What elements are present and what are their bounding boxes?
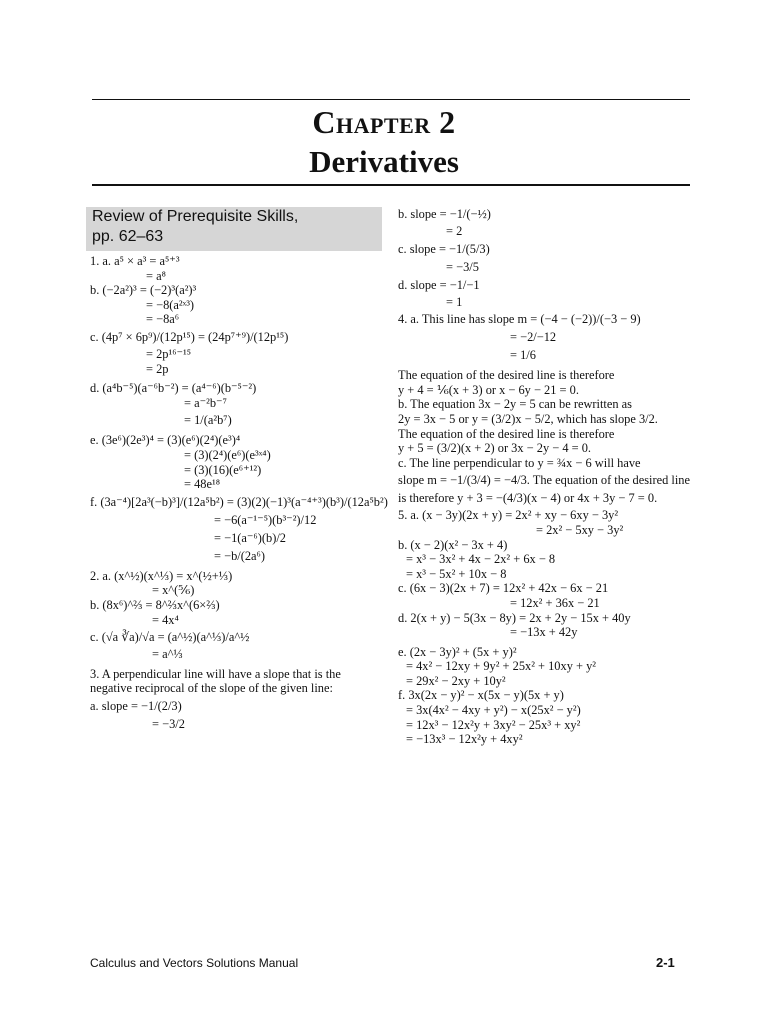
solution-line: = −13x³ − 12x²y + 4xy² [406,732,523,747]
solution-line: = −3/2 [152,716,185,731]
solution-line: c. (4p⁷ × 6p⁹)/(12p¹⁵) = (24p⁷⁺⁹)/(12p¹⁵) [90,329,289,344]
solution-line: = a^⅓ [152,647,183,662]
section-heading-box [86,207,382,251]
solution-line: y + 5 = (3/2)(x + 2) or 3x − 2y − 4 = 0. [398,441,592,456]
solution-line: d. (a⁴b⁻⁵)(a⁻⁶b⁻²) = (a⁴⁻⁶)(b⁻⁵⁻²) [90,381,257,396]
solution-line: = 1/(a²b⁷) [184,413,232,428]
solution-line: = (3)(16)(e⁶⁺¹²) [184,462,262,477]
solution-line: = −3/5 [446,259,479,274]
solution-line: = 4x² − 12xy + 9y² + 25x² + 10xy + y² [406,659,596,674]
solution-line: = 2p¹⁶⁻¹⁵ [146,346,192,361]
solution-line: 5. a. (x − 3y)(2x + y) = 2x² + xy − 6xy − 3y² [398,508,619,523]
solution-line: = 48e¹⁸ [184,477,221,492]
solution-line: y + 4 = ⅙(x + 3) or x − 6y − 21 = 0. [398,382,579,397]
header-rule [92,184,690,186]
solution-line: = (3)(2⁴)(e⁶)(e³ˣ⁴) [184,447,271,462]
chapter-subtitle: Derivatives [309,144,459,179]
solution-line: d. 2(x + y) − 5(3x − 8y) = 2x + 2y − 15x + 40y [398,610,631,625]
footer-book-title: Calculus and Vectors Solutions Manual [90,956,299,970]
section-heading-line-1: Review of Prerequisite Skills, [92,208,299,225]
solution-line: The equation of the desired line is therefore [398,368,615,383]
solution-line: c. (√a ∛a)/√a = (a^½)(a^⅓)/a^½ [90,630,250,645]
section-heading-line-2: pp. 62–63 [92,228,164,245]
solution-line: f. (3a⁻⁴)[2a³(−b)³]/(12a⁵b²) = (3)(2)(−1)³(a⁻⁴⁺³)(b³)/(12a⁵b²) [90,494,388,509]
solution-line: = −b/(2a⁶) [214,548,265,563]
solution-line: e. (3e⁶)(2e³)⁴ = (3)(e⁶)(2⁴)(e³)⁴ [90,433,241,448]
solution-line: b. The equation 3x − 2y = 5 can be rewritten as [398,397,632,412]
solution-line: 4. a. This line has slope m = (−4 − (−2))/(−3 − 9) [398,312,641,327]
solution-line: 2. a. (x^½)(x^⅓) = x^(½+⅓) [90,568,233,583]
solution-line: is therefore y + 3 = −(4/3)(x − 4) or 4x + 3y − 7 = 0. [398,491,658,506]
solution-line: = −2/−12 [510,330,557,345]
solution-line: c. The line perpendicular to y = ¾x − 6 will have [398,455,641,470]
solution-line: = 1/6 [510,348,536,363]
solution-line: c. (6x − 3)(2x + 7) = 12x² + 42x − 6x − 21 [398,581,609,596]
solution-line: 2y = 3x − 5 or y = (3/2)x − 5/2, which has slope 3/2. [398,411,658,426]
solution-line: d. slope = −1/−1 [398,277,480,292]
right-column [398,204,698,747]
solution-line: The equation of the desired line is therefore [398,426,615,441]
solution-line: = 3x(4x² − 4xy + y²) − x(25x² − y²) [406,703,581,718]
solution-line: b. slope = −1/(−½) [398,207,491,221]
solution-line: b. (x − 2)(x² − 3x + 4) [398,537,508,552]
solution-line: b. (8x⁶)^⅔ = 8^⅔x^(6×⅔) [90,597,220,612]
solution-line: = −1(a⁻⁶)(b)/2 [214,530,286,545]
solution-line: = x³ − 3x² + 4x − 2x² + 6x − 8 [406,552,556,567]
footer-page-number: 2-1 [656,955,675,970]
solution-line: = x³ − 5x² + 10x − 8 [406,566,507,581]
solution-line: c. slope = −1/(5/3) [398,241,490,256]
solution-line: = 4x⁴ [152,612,179,627]
solution-line: = 12x³ − 12x²y + 3xy² − 25x³ + xy² [406,717,581,732]
solution-line: = −13x + 42y [510,625,578,640]
solution-line: a. slope = −1/(2/3) [90,698,182,713]
solution-line: slope m = −1/(3/4) = −4/3. The equation of the desired line [398,473,690,488]
solution-line: b. (−2a²)³ = (−2)³(a²)³ [90,283,197,298]
solution-line: = 12x² + 36x − 21 [510,595,600,610]
solution-line: = 2x² − 5xy − 3y² [536,522,624,537]
solution-line: 3. A perpendicular line will have a slope that is the [90,666,341,681]
top-rule [92,99,690,100]
solution-line: = a⁻²b⁻⁷ [184,395,227,410]
solution-line: f. 3x(2x − y)² − x(5x − y)(5x + y) [398,688,564,703]
solution-line: = x^(⅚) [152,583,195,598]
solution-line: e. (2x − 3y)² + (5x + y)² [398,644,517,659]
solution-line: = −6(a⁻¹⁻⁵)(b³⁻²)/12 [214,512,317,527]
solution-line: = 2 [446,224,463,238]
solution-line: = −8a⁶ [146,312,180,327]
left-column [90,254,390,734]
solution-line: = −8(a²ˣ³) [146,297,195,312]
solution-line: = 29x² − 2xy + 10y² [406,673,506,688]
chapter-title: Chapter 2 [312,104,456,140]
solution-line: = 1 [446,294,463,309]
solution-line: negative reciprocal of the slope of the given line: [90,681,333,696]
solution-line: 1. a. a⁵ × a³ = a⁵⁺³ [90,254,180,268]
solution-line: = a⁸ [146,268,166,283]
solution-line: = 2p [146,361,169,376]
